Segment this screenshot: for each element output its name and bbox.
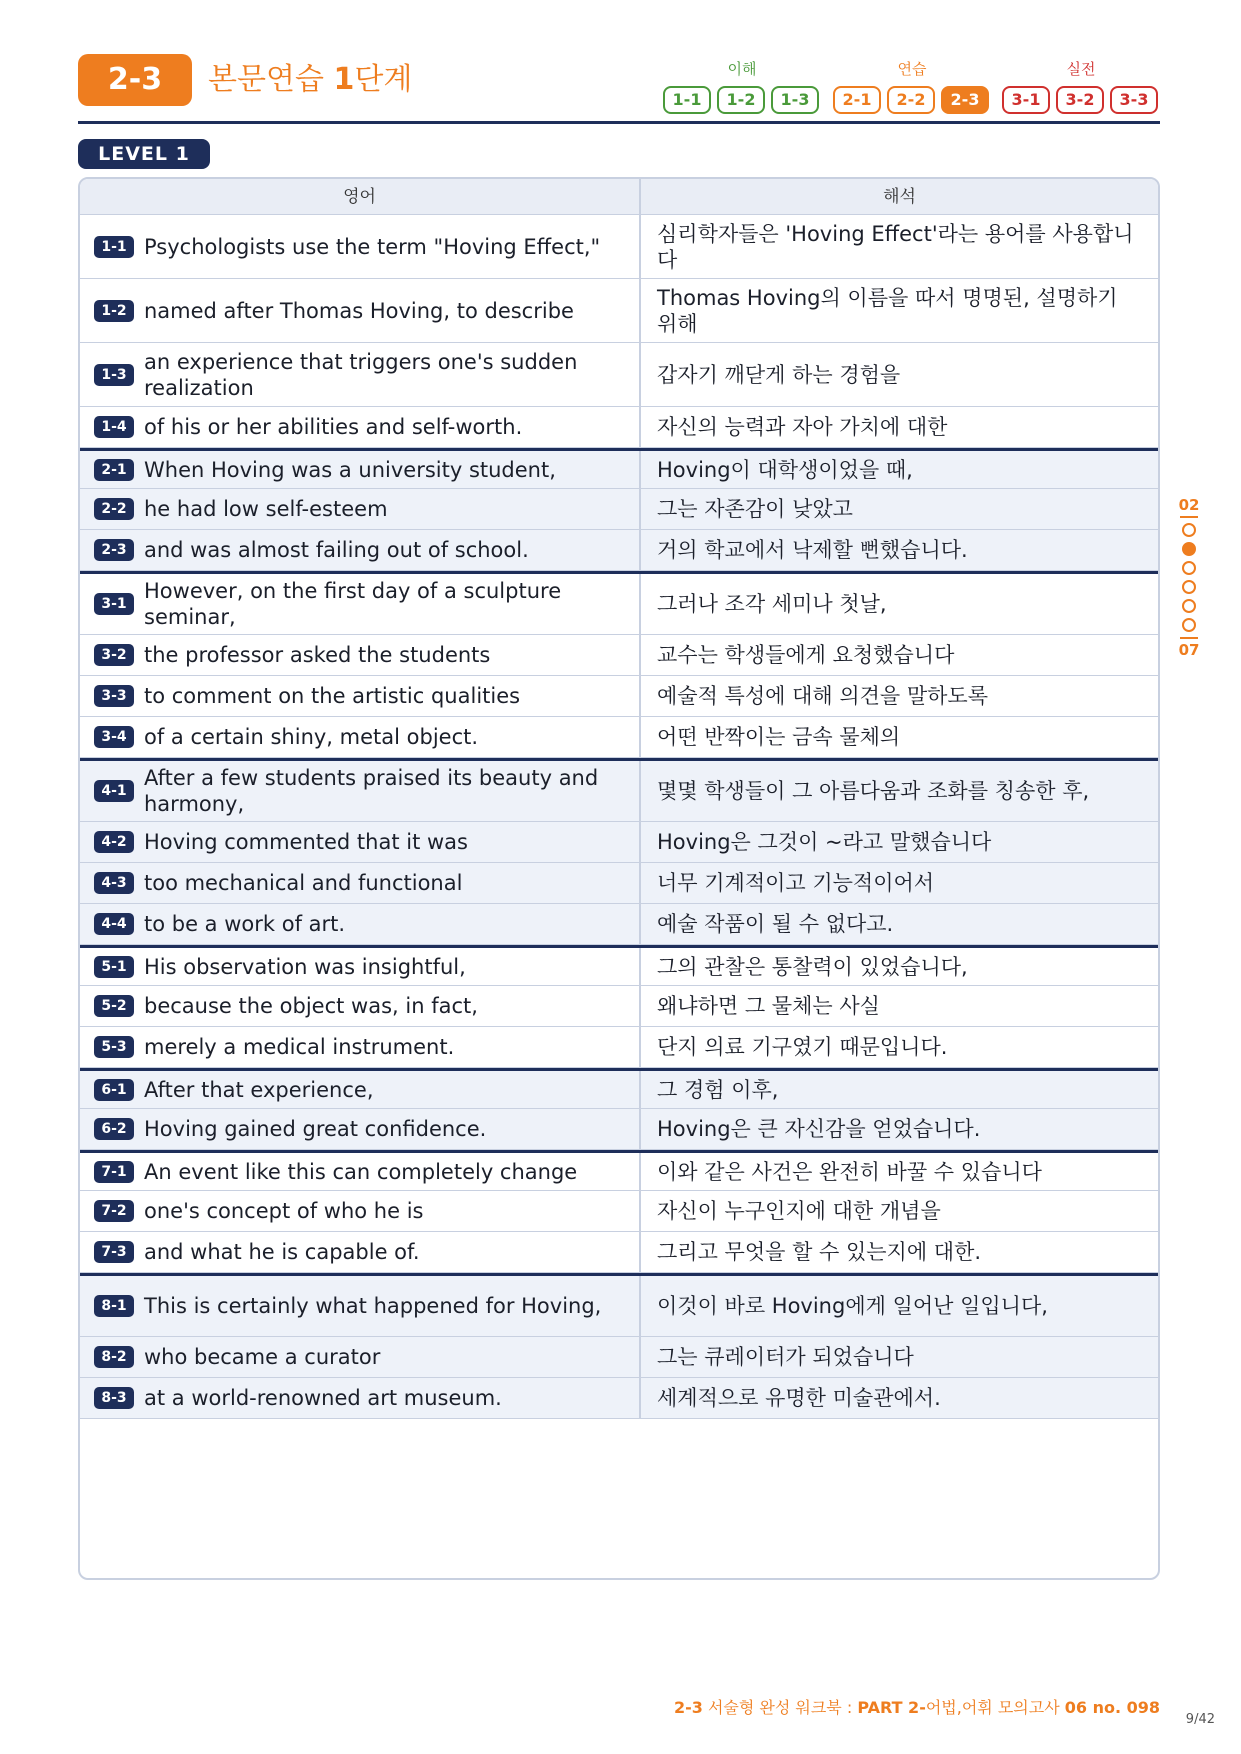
table-row — [80, 945, 1158, 986]
english-cell — [80, 635, 641, 675]
english-cell — [80, 1276, 641, 1336]
step-2-3-active[interactable]: 2-3 — [941, 86, 989, 114]
table-row — [80, 1191, 1158, 1232]
english-sentence: merely a medical instrument. — [144, 1035, 455, 1059]
korean-translation: 그러나 조각 세미나 첫날, — [657, 592, 887, 616]
table-row — [80, 635, 1158, 676]
sentence-number-badge: 5-2 — [94, 995, 134, 1017]
korean-translation: 몇몇 학생들이 그 아름다움과 조화를 칭송한 후, — [657, 779, 1090, 803]
korean-translation: 자신이 누구인지에 대한 개념을 — [657, 1199, 941, 1223]
table-row — [80, 1027, 1158, 1068]
page-number: 9/42 — [1185, 1712, 1215, 1727]
table-row — [80, 571, 1158, 635]
english-sentence: After that experience, — [144, 1077, 374, 1102]
table-row — [80, 407, 1158, 448]
english-sentence: to be a work of art. — [144, 912, 346, 936]
table-row — [80, 676, 1158, 717]
english-sentence: and what he is capable of. — [144, 1240, 420, 1264]
english-sentence: too mechanical and functional — [144, 871, 463, 895]
table-row — [80, 822, 1158, 863]
section-badge: 2-3 — [78, 54, 192, 106]
korean-translation: 예술적 특성에 대해 의견을 말하도록 — [657, 684, 988, 708]
english-cell — [80, 1109, 641, 1149]
korean-translation: 그는 자존감이 낮았고 — [657, 497, 853, 521]
sentence-number-badge: 6-2 — [94, 1118, 134, 1140]
step-2-2[interactable]: 2-2 — [887, 86, 935, 114]
side-nav-divider — [1180, 516, 1198, 518]
english-cell — [80, 451, 641, 488]
sentence-number-badge: 2-2 — [94, 498, 134, 520]
sentence-number-badge: 7-1 — [94, 1161, 134, 1183]
english-cell — [80, 1191, 641, 1231]
step-1-1[interactable]: 1-1 — [663, 86, 711, 114]
sentence-number-badge: 1-2 — [94, 300, 134, 322]
english-sentence: the professor asked the students — [144, 643, 491, 667]
english-sentence: of his or her abilities and self-worth. — [144, 415, 523, 439]
page-header — [78, 54, 1160, 124]
korean-translation: 세계적으로 유명한 미술관에서. — [657, 1386, 941, 1410]
step-2-1[interactable]: 2-1 — [833, 86, 881, 114]
english-cell — [80, 1027, 641, 1067]
progress-dot[interactable] — [1182, 599, 1196, 613]
sentence-number-badge: 4-2 — [94, 831, 134, 853]
step-3-1[interactable]: 3-1 — [1002, 86, 1050, 114]
english-cell — [80, 530, 641, 570]
english-sentence: After a few students praised its beauty and harmony, — [144, 766, 599, 816]
sentence-number-badge: 5-1 — [94, 956, 134, 978]
english-cell — [80, 279, 641, 342]
english-cell — [80, 343, 641, 406]
step-3-2[interactable]: 3-2 — [1056, 86, 1104, 114]
sentence-number-badge: 1-1 — [94, 236, 134, 258]
table-row — [80, 863, 1158, 904]
step-3-3[interactable]: 3-3 — [1110, 86, 1158, 114]
sentence-number-badge: 1-4 — [94, 416, 134, 438]
korean-translation: Hoving은 그것이 ~라고 말했습니다 — [657, 830, 992, 854]
table-row — [80, 1337, 1158, 1378]
english-cell — [80, 717, 641, 757]
korean-translation: Hoving은 큰 자신감을 얻었습니다. — [657, 1117, 981, 1141]
page-title: 본문연습 1단계 — [208, 62, 413, 97]
sentence-number-badge: 1-3 — [94, 364, 134, 386]
sentence-number-badge: 6-1 — [94, 1079, 134, 1101]
english-cell — [80, 761, 641, 821]
table-row — [80, 758, 1158, 822]
footer: 2-3 서술형 완성 워크북 : PART 2-어법,어휘 모의고사 06 no. 098 — [673, 1698, 1160, 1717]
korean-translation: 단지 의료 기구였기 때문입니다. — [657, 1035, 948, 1059]
english-cell — [80, 1071, 641, 1108]
step-group-label: 실전 — [1066, 60, 1096, 78]
table-row — [80, 717, 1158, 758]
korean-translation: 심리학자들은 'Hoving Effect'라는 용어를 사용합니다 — [657, 221, 1134, 272]
side-nav-divider — [1180, 637, 1198, 639]
progress-dot[interactable] — [1182, 580, 1196, 594]
english-cell — [80, 904, 641, 944]
english-cell — [80, 948, 641, 985]
table-row — [80, 1273, 1158, 1337]
korean-translation: 너무 기계적이고 기능적이어서 — [657, 871, 935, 895]
progress-dot[interactable] — [1182, 561, 1196, 575]
korean-translation: 교수는 학생들에게 요청했습니다 — [657, 643, 955, 667]
korean-translation: 그의 관찰은 통찰력이 있었습니다, — [657, 954, 968, 979]
table-body — [80, 215, 1158, 1419]
english-sentence: of a certain shiny, metal object. — [144, 725, 479, 749]
english-sentence: at a world-renowned art museum. — [144, 1386, 502, 1410]
english-sentence: However, on the first day of a sculpture seminar, — [144, 579, 562, 629]
sentence-number-badge: 3-2 — [94, 644, 134, 666]
korean-translation: 어떤 반짝이는 금속 물체의 — [657, 725, 901, 749]
side-progress-nav — [1174, 496, 1204, 659]
sentence-number-badge: 4-1 — [94, 780, 134, 802]
english-cell — [80, 407, 641, 447]
table-row — [80, 1232, 1158, 1273]
column-header-korean: 해석 — [883, 187, 916, 207]
sentence-number-badge: 5-3 — [94, 1036, 134, 1058]
table-header — [80, 179, 1158, 215]
korean-translation: 이것이 바로 Hoving에게 일어난 일입니다, — [657, 1294, 1048, 1318]
english-cell — [80, 863, 641, 903]
table-row — [80, 1109, 1158, 1150]
english-sentence: Hoving commented that it was — [144, 830, 468, 854]
sentence-number-badge: 3-3 — [94, 685, 134, 707]
sentence-number-badge: 4-4 — [94, 913, 134, 935]
level-badge: LEVEL 1 — [78, 139, 210, 169]
step-1-3[interactable]: 1-3 — [771, 86, 819, 114]
step-1-2[interactable]: 1-2 — [717, 86, 765, 114]
english-sentence: His observation was insightful, — [144, 954, 466, 979]
table-row — [80, 448, 1158, 489]
table-row — [80, 1150, 1158, 1191]
english-cell — [80, 574, 641, 634]
table-row — [80, 343, 1158, 407]
table-row — [80, 279, 1158, 343]
table-row — [80, 489, 1158, 530]
korean-translation: 그는 큐레이터가 되었습니다 — [657, 1345, 914, 1369]
english-sentence: Psychologists use the term "Hoving Effect," — [144, 234, 601, 259]
korean-translation: 갑자기 깨닫게 하는 경험을 — [657, 362, 901, 387]
english-sentence: An event like this can completely change — [144, 1159, 578, 1184]
korean-translation: 거의 학교에서 낙제할 뻔했습니다. — [657, 538, 968, 562]
english-sentence: an experience that triggers one's sudden realization — [144, 349, 578, 400]
english-cell — [80, 1232, 641, 1272]
header-divider — [78, 121, 1160, 124]
table-row — [80, 904, 1158, 945]
side-nav-end: 07 — [1178, 641, 1200, 659]
korean-translation: Hoving이 대학생이었을 때, — [657, 457, 913, 482]
english-cell — [80, 1378, 641, 1418]
sentence-number-badge: 8-3 — [94, 1387, 134, 1409]
side-nav-start: 02 — [1178, 496, 1200, 514]
english-sentence: to comment on the artistic qualities — [144, 684, 521, 708]
english-cell — [80, 1337, 641, 1377]
sentence-table — [78, 177, 1160, 1580]
table-row — [80, 1378, 1158, 1419]
sentence-number-badge: 7-3 — [94, 1241, 134, 1263]
english-cell — [80, 822, 641, 862]
english-cell — [80, 676, 641, 716]
korean-translation: 이와 같은 사건은 완전히 바꿀 수 있습니다 — [657, 1159, 1042, 1184]
english-sentence: Hoving gained great confidence. — [144, 1117, 487, 1141]
english-sentence: This is certainly what happened for Hoving, — [144, 1294, 602, 1318]
sentence-number-badge: 2-3 — [94, 539, 134, 561]
english-sentence: When Hoving was a university student, — [144, 457, 556, 482]
sentence-number-badge: 8-1 — [94, 1295, 134, 1317]
korean-translation: Thomas Hoving의 이름을 따서 명명된, 설명하기 위해 — [657, 285, 1118, 336]
progress-dot[interactable] — [1182, 618, 1196, 632]
sentence-number-badge: 7-2 — [94, 1200, 134, 1222]
table-row — [80, 215, 1158, 279]
english-sentence: he had low self-esteem — [144, 497, 388, 521]
english-sentence: because the object was, in fact, — [144, 994, 478, 1018]
step-group-label: 이해 — [727, 60, 757, 78]
step-group-label: 연습 — [897, 60, 927, 78]
column-header-english: 영어 — [80, 179, 641, 214]
english-sentence: who became a curator — [144, 1345, 381, 1369]
table-row — [80, 986, 1158, 1027]
sentence-number-badge: 2-1 — [94, 459, 134, 481]
progress-dot[interactable] — [1182, 523, 1196, 537]
korean-translation: 왜냐하면 그 물체는 사실 — [657, 994, 880, 1018]
english-sentence: named after Thomas Hoving, to describe — [144, 298, 574, 323]
sentence-number-badge: 4-3 — [94, 872, 134, 894]
korean-translation: 자신의 능력과 자아 가치에 대한 — [657, 415, 948, 439]
korean-translation: 그리고 무엇을 할 수 있는지에 대한. — [657, 1240, 982, 1264]
sentence-number-badge: 3-4 — [94, 726, 134, 748]
sentence-number-badge: 8-2 — [94, 1346, 134, 1368]
english-cell — [80, 215, 641, 278]
table-row — [80, 530, 1158, 571]
english-cell — [80, 489, 641, 529]
english-cell — [80, 986, 641, 1026]
table-row — [80, 1068, 1158, 1109]
sentence-number-badge: 3-1 — [94, 593, 134, 615]
korean-translation: 그 경험 이후, — [657, 1077, 779, 1102]
english-sentence: one's concept of who he is — [144, 1199, 424, 1223]
progress-dot-current[interactable] — [1182, 542, 1196, 556]
korean-translation: 예술 작품이 될 수 없다고. — [657, 912, 894, 936]
english-cell — [80, 1153, 641, 1190]
english-sentence: and was almost failing out of school. — [144, 538, 529, 562]
